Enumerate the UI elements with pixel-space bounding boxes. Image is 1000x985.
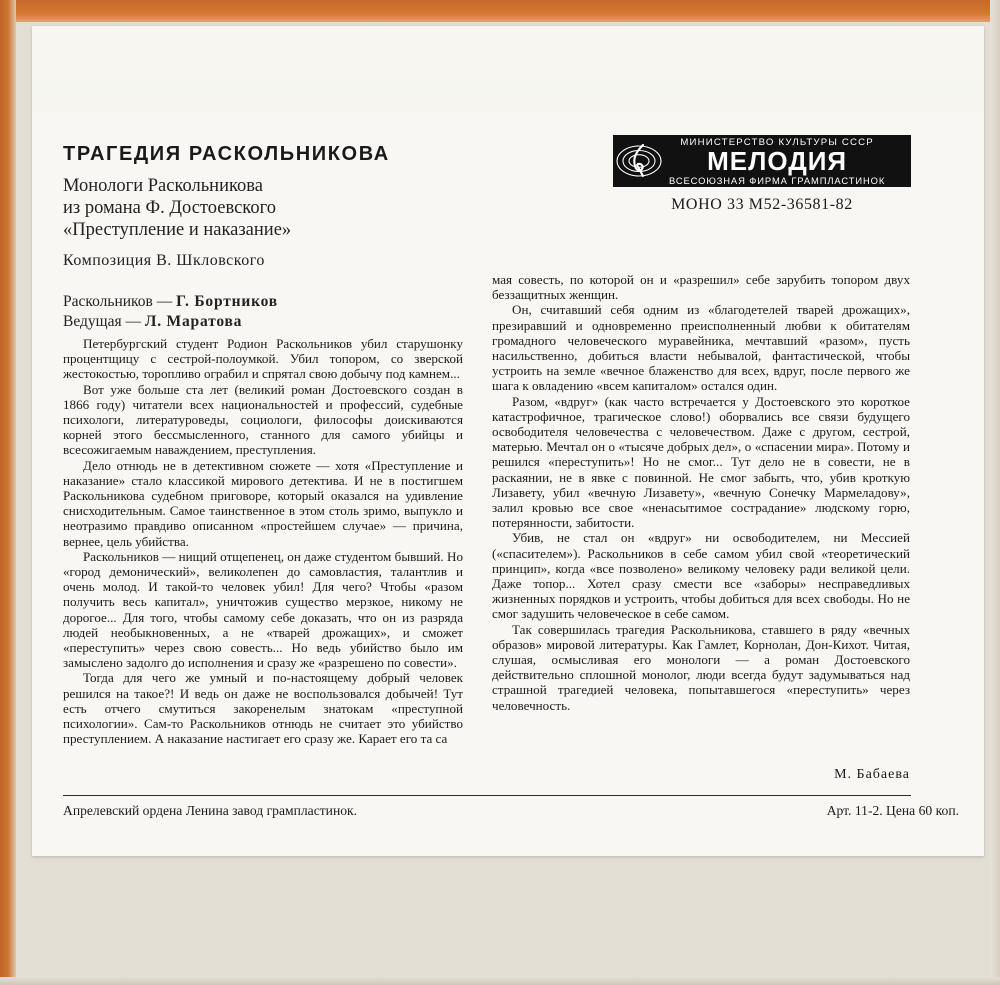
logo-brand-name: МЕЛОДИЯ	[707, 145, 848, 176]
melodiya-logo-block	[613, 135, 911, 187]
footer-factory-text: Апрелевский ордена Ленина завод грампластинок.	[63, 803, 358, 818]
paragraph: Петербургский студент Родион Раскольников убил старушонку процентщицу с сестрой-полоумкой. Убил топором, со зверской жестокостью, торопливо ограбил и спрятал свою добычу под камнем...	[63, 336, 463, 382]
footer-divider	[63, 795, 911, 796]
logo-ministry-line: МИНИСТЕРСТВО КУЛЬТУРЫ СССР	[680, 136, 874, 148]
paragraph: Разом, «вдруг» (как часто встречается у Достоевского это короткое катастрофичное, трагическое слово!) оборвались все связи будущего освободителя человечества с человечеством. Даже с другом, сестрой, матерью. Мечтал он о «тысяче добрых дел», о «спасении мира». Потому и решился «переступить»! Но не смог... Тут дело не в совести, не в раскаянии, не в явке с повинной. Не смог забыть, что, убив кроткую Лизавету, убил «вечную Лизавету», «вечную Сонечку Мармеладову», залил кровью все свое «ненасытимое сострадание» людскому горю, потерянности, забитости.	[492, 393, 910, 531]
performer-name-2: Л. Маратова	[144, 313, 243, 330]
subtitle-line-3: «Преступление и наказание»	[63, 220, 292, 240]
subtitle-line-2: из романа Ф. Достоевского	[63, 198, 276, 218]
performer-row	[63, 312, 278, 332]
paragraph: мая совесть, по которой он и «разрешил» себе зарубить топором двух беззащитных женщин.	[492, 272, 910, 303]
author-signature: М. Бабаева	[834, 767, 910, 782]
performer-role-2: Ведущая —	[63, 313, 141, 330]
performer-row	[63, 292, 278, 312]
sleeve-edge-left	[0, 0, 16, 985]
body-text-right-column	[492, 272, 910, 713]
paragraph: Тогда для чего же умный и по-настоящему добрый человек решился на такое?! И ведь он даже не воспользовался добычей! Тут есть отчего смутиться закоренелым знатокам «преступной психологии». Сам-то Раскольников отнюдь не считает это убийство преступлением. А наказание настигает его сразу же. Карает его та са	[63, 670, 463, 747]
subtitle-line-1: Монологи Раскольникова	[63, 176, 263, 196]
paragraph: Так совершилась трагедия Раскольникова, ставшего в ряду «вечных образов» мировой литературы. Как Гамлет, Корнолан, Дон-Кихот. Читая, слушая, осмысливая его монологи — а роман Достоевского действительно сплошной монолог, люди всегда будут задумываться над страшной трагедией человека, попытавшегося «переступить» через человечность.	[492, 621, 910, 713]
catalog-number: МОНО 33 М52-36581-82	[671, 196, 853, 213]
footer-price-text: Арт. 11-2. Цена 60 коп.	[826, 803, 959, 818]
performer-name-1: Г. Бортников	[176, 293, 278, 310]
body-text-left-column	[63, 336, 463, 746]
performer-role-1: Раскольников —	[63, 293, 173, 310]
sleeve-edge-right	[990, 0, 1000, 985]
melodiya-logo-text	[665, 137, 885, 186]
paragraph: Убив, не стал он «вдруг» ни освободителем, ни Мессией («спасителем»). Раскольников в себе самом убил свой «теоретический принцип», когда «все позволено» великому человеку ради великой цели. Даже топор... Хотел сразу смести все «заборы» несправедливых жизненных порядков и устроить, чтобы добиться для всех свободы. Но не смог задушить человеческое в себе самом.	[492, 530, 910, 622]
melodiya-treble-clef-icon	[613, 135, 665, 187]
page-title: ТРАГЕДИЯ РАСКОЛЬНИКОВА	[63, 143, 390, 165]
performers-credits	[63, 292, 278, 332]
paragraph: Дело отнюдь не в детективном сюжете — хотя «Преступление и наказание» стало классикой мирового детектива. И не в постигшем Раскольникова судебном приговоре, который оказался на удивление снисходительным. Самое таинственное в этом столь зримо, выпукло и неотразимо правдиво описанном «простейшем случае» — причина, вернее, цель убийства.	[63, 457, 463, 549]
paragraph: Он, считавший себя одним из «благодетелей тварей дрожащих», презиравший и одновременно преисполненный любви к обитателям громадного человеческого муравейника, мечтавший «разом», пусть насильственно, добиться власти небывалой, фантастической, чтобы устроить на земле «вечное блаженство для всех, вдруг, после первого же шага к овладению «всем капиталом» остался один.	[492, 302, 910, 394]
paragraph: Вот уже больше ста лет (великий роман Достоевского создан в 1866 году) читатели всех национальностей и профессий, судебные психологи, литературоведы, социологи, философы доискиваются корней этого бессмысленного, станного для самого убийцы и всесожигаемым наваждением, преступления.	[63, 381, 463, 458]
paragraph: Раскольников — нищий отщепенец, он даже студентом бывший. Но «город демонический», великолепен до самовластия, талантлив и очень молод. И такой-то человек убил! Для чего? Чтобы «разом получить весь капитал», уничтожив существо мерзкое, никому не дорогое... Для того, чтобы самому себе доказать, что он из разряда людей необыкновенных, а не «тварей дрожащих», и сможет «переступить» через свою совесть... Но ведь убийство было им замыслено задолго до исполнения и сразу же «разрешено по совести».	[63, 548, 463, 671]
sleeve-edge-top	[0, 0, 1000, 22]
logo-firm-line: ВСЕСОЮЗНАЯ ФИРМА ГРАМПЛАСТИНОК	[669, 174, 886, 186]
subtitle-block	[63, 175, 483, 241]
composition-credit: Композиция В. Шкловского	[63, 252, 265, 269]
sleeve-edge-bottom	[0, 977, 1000, 985]
